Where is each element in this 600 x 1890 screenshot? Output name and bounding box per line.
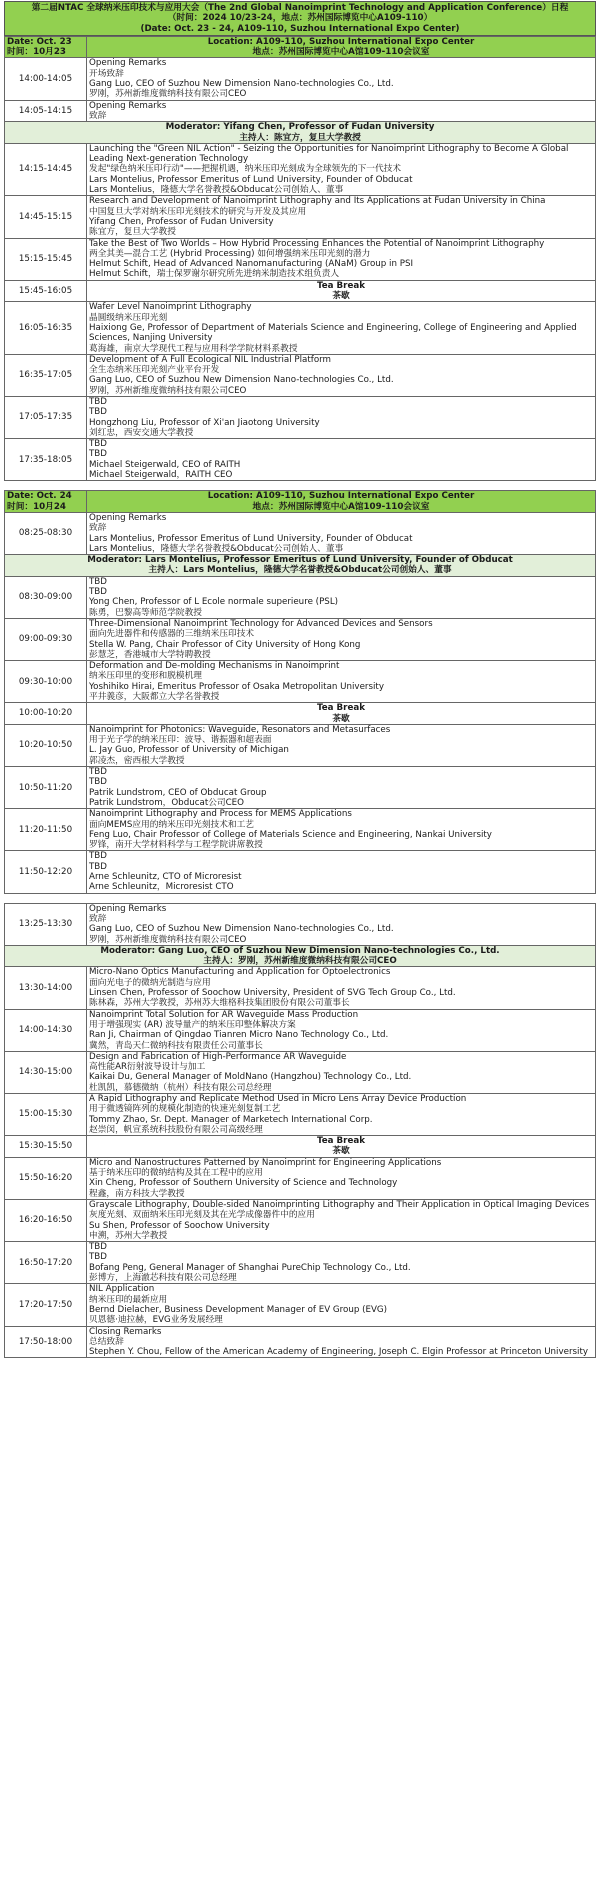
- session-line: Arne Schleunitz, CTO of Microresist: [89, 872, 242, 883]
- session-details: [87, 100, 596, 122]
- session-title: Opening Remarks: [89, 100, 167, 111]
- tea-break-en: Tea Break: [317, 703, 365, 714]
- tea-break-label: [87, 1136, 596, 1158]
- session-time: 17:35-18:05: [5, 439, 87, 481]
- session-line: 纳米压印的最新应用: [89, 1294, 168, 1305]
- session-line: 发起"绿色纳米压印行动"——把握机遇，纳米压印光刻成为全球领先的下一代技术: [89, 164, 402, 175]
- day1-moderator: [5, 122, 596, 144]
- session-time: 11:50-12:20: [5, 851, 87, 893]
- session-row: [5, 1199, 596, 1241]
- session-line: Xin Cheng, Professor of Southern University of Science and Technology: [89, 1178, 398, 1189]
- session-details: [87, 903, 596, 945]
- session-time: 10:50-11:20: [5, 767, 87, 809]
- session-line: Bernd Dielacher, Business Development Manager of EV Group (EVG): [89, 1304, 388, 1315]
- session-line: 用于微透镜阵列的规模化制造的快速光刻复制工艺: [89, 1104, 281, 1115]
- session-line: Lars Montelius，隆德大学名誉教授&Obducat公司创始人、董事: [89, 543, 344, 554]
- session-line: Helmut Schift，瑞士保罗谢尔研究所先进纳米制造技术组负责人: [89, 269, 340, 280]
- session-row: [5, 302, 596, 354]
- session-line: Stella W. Pang, Chair Professor of City University of Hong Kong: [89, 639, 361, 650]
- tea-break-time: 15:30-15:50: [5, 1136, 87, 1158]
- session-row: [5, 1242, 596, 1284]
- session-title: Nanoimprint Total Solution for AR Waveguide Mass Production: [89, 1009, 359, 1020]
- session-details: [87, 58, 596, 100]
- session-line: Ran Ji, Chairman of Qingdao Tianren Micro Nano Technology Co., Ltd.: [89, 1030, 389, 1041]
- session-line: Gang Luo, CEO of Suzhou New Dimension Nano-technologies Co., Ltd.: [89, 375, 394, 386]
- session-details: [87, 618, 596, 660]
- session-row: [5, 1009, 596, 1051]
- session-time: 13:30-14:00: [5, 967, 87, 1009]
- day2-moderator: [5, 555, 596, 577]
- session-line: TBD: [89, 587, 107, 598]
- session-time: 15:00-15:30: [5, 1093, 87, 1135]
- session-line: 面向光电子的微纳光制造与应用: [89, 977, 211, 988]
- session-line: 面向MEMS应用的纳米压印光刻技术和工艺: [89, 819, 254, 830]
- session-details: [87, 967, 596, 1009]
- session-line: TBD: [89, 777, 107, 788]
- session-row: [5, 439, 596, 481]
- moderator-en: Moderator: Lars Montelius, Professor Emeritus of Lund University, Founder of Obducat: [87, 555, 513, 566]
- session-details: [87, 354, 596, 396]
- session-row: [5, 1284, 596, 1326]
- session-line: 致辞: [89, 110, 107, 121]
- session-title: TBD: [89, 396, 107, 407]
- session-line: Yifang Chen, Professor of Fudan University: [89, 216, 274, 227]
- session-row: [5, 512, 596, 554]
- session-title: Closing Remarks: [89, 1326, 162, 1337]
- session-row: [5, 767, 596, 809]
- session-line: 葛海雄，南京大学现代工程与应用科学学院材料系教授: [89, 343, 298, 354]
- session-line: 灰度光刻、双面纳米压印光刻及其在光学成像器件中的应用: [89, 1210, 315, 1221]
- session-line: 陈林森，苏州大学教授，苏州苏大维格科技集团股份有限公司董事长: [89, 998, 350, 1009]
- session-time: 09:00-09:30: [5, 618, 87, 660]
- session-line: Lars Montelius，隆德大学名誉教授&Obducat公司创始人、董事: [89, 185, 344, 196]
- session-line: 彭慧芝，香港城市大学特聘教授: [89, 649, 211, 660]
- session-line: Gang Luo, CEO of Suzhou New Dimension Nano-technologies Co., Ltd.: [89, 924, 394, 935]
- session-line: 面向先进器件和传感器的三维纳米压印技术: [89, 629, 255, 640]
- session-details: [87, 196, 596, 238]
- session-line: Arne Schleunitz，Microresist CTO: [89, 882, 234, 893]
- session-details: [87, 1157, 596, 1199]
- session-title: Launching the "Green NIL Action" - Seizing the Opportunities for Nanoimprint Lithography to Become A Global Leading Next-generation Technology: [89, 143, 569, 165]
- day1-location-en: Location: A109-110, Suzhou International Expo Center: [207, 36, 475, 47]
- session-row: [5, 851, 596, 893]
- session-title: Three-Dimensional Nanoimprint Technology for Advanced Devices and Sensors: [89, 618, 433, 629]
- session-row: [5, 967, 596, 1009]
- session-row: [5, 809, 596, 851]
- session-title: Wafer Level Nanoimprint Lithography: [89, 302, 252, 313]
- session-line: TBD: [89, 407, 107, 418]
- session-title: Design and Fabrication of High-Performance AR Waveguide: [89, 1051, 347, 1062]
- session-line: Kaikai Du, General Manager of MoldNano (Hangzhou) Technology Co., Ltd.: [89, 1072, 412, 1083]
- session-details: [87, 302, 596, 354]
- session-line: 刘红忠，西安交通大学教授: [89, 427, 194, 438]
- session-line: 罗刚，苏州新维度微纳科技有限公司CEO: [89, 934, 247, 945]
- session-row: [5, 661, 596, 703]
- session-line: Hongzhong Liu, Professor of Xi'an Jiaotong University: [89, 417, 320, 428]
- moderator-cn: 主持人：陈宜方，复旦大学教授: [239, 132, 361, 143]
- session-time: 17:50-18:00: [5, 1326, 87, 1358]
- session-title: TBD: [89, 576, 107, 587]
- session-line: 程鑫，南方科技大学教授: [89, 1188, 185, 1199]
- session-time: 09:30-10:00: [5, 661, 87, 703]
- session-title: TBD: [89, 851, 107, 862]
- tea-break-label: [87, 280, 596, 302]
- session-line: Bofang Peng, General Manager of Shanghai PureChip Technology Co., Ltd.: [89, 1262, 411, 1273]
- session-line: 申溯，苏州大学教授: [89, 1230, 168, 1241]
- session-time: 08:25-08:30: [5, 512, 87, 554]
- session-row: [5, 724, 596, 766]
- session-line: 高性能AR衍射波导设计与加工: [89, 1062, 206, 1073]
- session-line: Lars Montelius, Professor Emeritus of Lund University, Founder of Obducat: [89, 533, 413, 544]
- session-details: [87, 439, 596, 481]
- session-line: TBD: [89, 449, 107, 460]
- session-details: [87, 1242, 596, 1284]
- session-line: Haixiong Ge, Professor of Department of Materials Science and Engineering, College of Engineering and Applied Sciences, Nanjing University: [89, 322, 577, 344]
- tea-break-cn: 茶歇: [332, 291, 350, 302]
- tea-break-cn: 茶歇: [332, 713, 350, 724]
- session-line: 罗刚，苏州新维度微纳科技有限公司CEO: [89, 89, 247, 100]
- session-title: NIL Application: [89, 1284, 155, 1295]
- session-line: Su Shen, Professor of Soochow University: [89, 1220, 270, 1231]
- session-line: 中国复旦大学对纳米压印光刻技术的研究与开发及其应用: [89, 206, 307, 217]
- session-details: [87, 1093, 596, 1135]
- schedule-title: [4, 1, 596, 36]
- session-line: 罗锋，南开大学材料科学与工程学院讲席教授: [89, 840, 263, 851]
- session-time: 14:00-14:30: [5, 1009, 87, 1051]
- session-line: Tommy Zhao, Sr. Dept. Manager of Marketech International Corp.: [89, 1114, 373, 1125]
- session-line: 用于增强现实 (AR) 波导量产的纳米压印整体解决方案: [89, 1019, 296, 1030]
- tea-break-row: [5, 280, 596, 302]
- tea-break-en: Tea Break: [317, 1136, 365, 1147]
- session-details: [87, 238, 596, 280]
- session-time: 14:45-15:15: [5, 196, 87, 238]
- session-line: Gang Luo, CEO of Suzhou New Dimension Nano-technologies Co., Ltd.: [89, 79, 394, 90]
- session-time: 14:00-14:05: [5, 58, 87, 100]
- title-line-1: 第二届NTAC 全球纳米压印技术与应用大会（The 2nd Global Nanoimprint Technology and Application Conference）日程: [31, 3, 569, 13]
- session-line: 赵崇闵，帆宣系统科技股份有限公司高级经理: [89, 1124, 263, 1135]
- session-time: 15:15-15:45: [5, 238, 87, 280]
- day2-header: [5, 491, 596, 513]
- session-row: [5, 238, 596, 280]
- session-time: 16:50-17:20: [5, 1242, 87, 1284]
- session-time: 14:05-14:15: [5, 100, 87, 122]
- session-time: 16:05-16:35: [5, 302, 87, 354]
- day1-header: [5, 36, 596, 58]
- session-line: Lars Montelius, Professor Emeritus of Lund University, Founder of Obducat: [89, 174, 413, 185]
- session-time: 11:20-11:50: [5, 809, 87, 851]
- session-details: [87, 143, 596, 195]
- tea-break-time: 10:00-10:20: [5, 703, 87, 725]
- day1-location-cn: 地点：苏州国际博览中心A馆109-110会议室: [252, 47, 430, 58]
- afternoon-table: [4, 903, 596, 1359]
- session-title: Opening Remarks: [89, 58, 167, 69]
- moderator-cn: 主持人：罗刚，苏州新维度微纳科技有限公司CEO: [203, 956, 397, 967]
- session-row: [5, 196, 596, 238]
- session-line: Yoshihiko Hirai, Emeritus Professor of Osaka Metropolitan University: [89, 681, 384, 692]
- session-line: 陈勇，巴黎高等师范学院教授: [89, 607, 202, 618]
- session-line: 冀然，青岛天仁微纳科技有限责任公司董事长: [89, 1040, 263, 1051]
- session-line: 陈宜方，复旦大学教授: [89, 227, 176, 238]
- session-row: [5, 1157, 596, 1199]
- session-details: [87, 396, 596, 438]
- tea-break-label: [87, 703, 596, 725]
- moderator-en: Moderator: Yifang Chen, Professor of Fudan University: [165, 122, 435, 133]
- session-row: [5, 143, 596, 195]
- session-line: 杜凯凯，慕德微纳（杭州）科技有限公司总经理: [89, 1082, 272, 1093]
- session-row: [5, 1326, 596, 1358]
- day2-date-en: Date: Oct. 24: [7, 491, 72, 502]
- session-time: 13:25-13:30: [5, 903, 87, 945]
- session-row: [5, 1051, 596, 1093]
- session-time: 10:20-10:50: [5, 724, 87, 766]
- day1-date-en: Date: Oct. 23: [7, 36, 72, 47]
- day2-location-en: Location: A109-110, Suzhou International Expo Center: [207, 491, 475, 502]
- session-details: [87, 512, 596, 554]
- session-row: [5, 58, 596, 100]
- session-line: Helmut Schift, Head of Advanced Nanomanufacturing (ANaM) Group in PSI: [89, 259, 414, 270]
- session-title: Micro-Nano Optics Manufacturing and Application for Optoelectronics: [89, 967, 391, 978]
- session-line: 致辞: [89, 523, 107, 534]
- session-row: [5, 100, 596, 122]
- session-row: [5, 903, 596, 945]
- session-details: [87, 724, 596, 766]
- session-title: TBD: [89, 1242, 107, 1253]
- session-line: Stephen Y. Chou, Fellow of the American Academy of Engineering, Joseph C. Elgin Professor at Princeton University: [89, 1347, 589, 1358]
- session-row: [5, 576, 596, 618]
- title-line-2: （时间：2024 10/23-24，地点：苏州国际博览中心A109-110）: [167, 13, 433, 24]
- session-line: Patrik Lundstrom，Obducat公司CEO: [89, 797, 244, 808]
- session-details: [87, 1326, 596, 1358]
- session-title: Development of A Full Ecological NIL Industrial Platform: [89, 354, 332, 365]
- session-title: Grayscale Lithography, Double-sided Nanoimprinting Lithography and Their Application in Optical Imaging Devices: [89, 1199, 590, 1210]
- title-line-3: (Date: Oct. 23 - 24, A109-110, Suzhou International Expo Center): [140, 23, 460, 34]
- session-row: [5, 618, 596, 660]
- schedule-page: [0, 1, 600, 1358]
- session-time: 14:15-14:45: [5, 143, 87, 195]
- session-row: [5, 1093, 596, 1135]
- session-title: Micro and Nanostructures Patterned by Nanoimprint for Engineering Applications: [89, 1157, 442, 1168]
- session-details: [87, 1051, 596, 1093]
- session-line: 晶圆级纳米压印光刻: [89, 312, 168, 323]
- session-title: A Rapid Lithography and Replicate Method Used in Micro Lens Array Device Production: [89, 1093, 467, 1104]
- moderator-en: Moderator: Gang Luo, CEO of Suzhou New Dimension Nano-technologies Co., Ltd.: [100, 945, 500, 956]
- session-line: Yong Chen, Professor of L Ecole normale superieure (PSL): [89, 597, 339, 608]
- session-line: Michael Steigerwald，RAITH CEO: [89, 470, 233, 481]
- session-line: 两全其美—混合工艺 (Hybrid Processing) 如何增强纳米压印光刻的潜力: [89, 248, 371, 259]
- afternoon-moderator: [5, 945, 596, 967]
- session-line: TBD: [89, 861, 107, 872]
- session-details: [87, 809, 596, 851]
- session-title: TBD: [89, 767, 107, 778]
- session-details: [87, 1199, 596, 1241]
- session-time: 14:30-15:00: [5, 1051, 87, 1093]
- session-details: [87, 767, 596, 809]
- session-time: 17:20-17:50: [5, 1284, 87, 1326]
- session-details: [87, 661, 596, 703]
- session-title: Deformation and De-molding Mechanisms in Nanoimprint: [89, 661, 340, 672]
- session-line: Feng Luo, Chair Professor of College of Materials Science and Engineering, Nankai University: [89, 829, 492, 840]
- session-title: Nanoimprint Lithography and Process for MEMS Applications: [89, 809, 352, 820]
- day2-location-cn: 地点：苏州国际博览中心A馆109-110会议室: [252, 501, 430, 512]
- session-time: 16:35-17:05: [5, 354, 87, 396]
- session-line: Patrik Lundstrom, CEO of Obducat Group: [89, 787, 267, 798]
- tea-break-en: Tea Break: [317, 280, 365, 291]
- session-line: 基于纳米压印的微纳结构及其在工程中的应用: [89, 1168, 263, 1179]
- session-title: Opening Remarks: [89, 512, 167, 523]
- session-row: [5, 396, 596, 438]
- session-line: 郭凌杰，密西根大学教授: [89, 755, 185, 766]
- session-time: 17:05-17:35: [5, 396, 87, 438]
- tea-break-row: [5, 1136, 596, 1158]
- session-title: Take the Best of Two Worlds – How Hybrid Processing Enhances the Potential of Nanoimprint Lithography: [89, 238, 545, 249]
- session-line: 彭博方，上海澈芯科技有限公司总经理: [89, 1273, 237, 1284]
- session-details: [87, 576, 596, 618]
- tea-break-time: 15:45-16:05: [5, 280, 87, 302]
- session-title: Nanoimprint for Photonics: Waveguide, Resonators and Metasurfaces: [89, 724, 391, 735]
- session-title: Opening Remarks: [89, 903, 167, 914]
- session-line: 用于光子学的纳米压印：波导、谐振器和超表面: [89, 735, 272, 746]
- day1-date-cn: 时间：10月23: [7, 47, 66, 58]
- session-time: 15:50-16:20: [5, 1157, 87, 1199]
- session-row: [5, 354, 596, 396]
- day2-date-cn: 时间：10月24: [7, 501, 66, 512]
- day1-table: [4, 36, 596, 481]
- session-details: [87, 1284, 596, 1326]
- day2-table: [4, 490, 596, 893]
- session-title: Research and Development of Nanoimprint Lithography and Its Applications at Fudan University in China: [89, 196, 546, 207]
- session-title: TBD: [89, 439, 107, 450]
- tea-break-row: [5, 703, 596, 725]
- session-line: 罗刚，苏州新维度微纳科技有限公司CEO: [89, 385, 247, 396]
- session-line: L. Jay Guo, Professor of University of Michigan: [89, 745, 289, 756]
- session-line: TBD: [89, 1252, 107, 1263]
- session-details: [87, 1009, 596, 1051]
- session-line: 贝恩德·迪拉赫，EVG业务发展经理: [89, 1315, 223, 1326]
- session-line: 总结致辞: [89, 1336, 124, 1347]
- session-line: Linsen Chen, Professor of Soochow University, President of SVG Tech Group Co., Ltd.: [89, 988, 456, 999]
- moderator-cn: 主持人：Lars Montelius，隆德大学名誉教授&Obducat公司创始人、董事: [148, 565, 452, 576]
- session-line: 全生态纳米压印光刻产业平台开发: [89, 365, 220, 376]
- session-line: Michael Steigerwald, CEO of RAITH: [89, 459, 241, 470]
- session-details: [87, 851, 596, 893]
- tea-break-cn: 茶歇: [332, 1146, 350, 1157]
- session-line: 开场致辞: [89, 68, 124, 79]
- session-time: 16:20-16:50: [5, 1199, 87, 1241]
- session-line: 纳米压印里的变形和脱模机理: [89, 671, 202, 682]
- session-line: 平井義彦，大阪都立大学名誉教授: [89, 692, 220, 702]
- session-time: 08:30-09:00: [5, 576, 87, 618]
- session-line: 致辞: [89, 913, 107, 924]
